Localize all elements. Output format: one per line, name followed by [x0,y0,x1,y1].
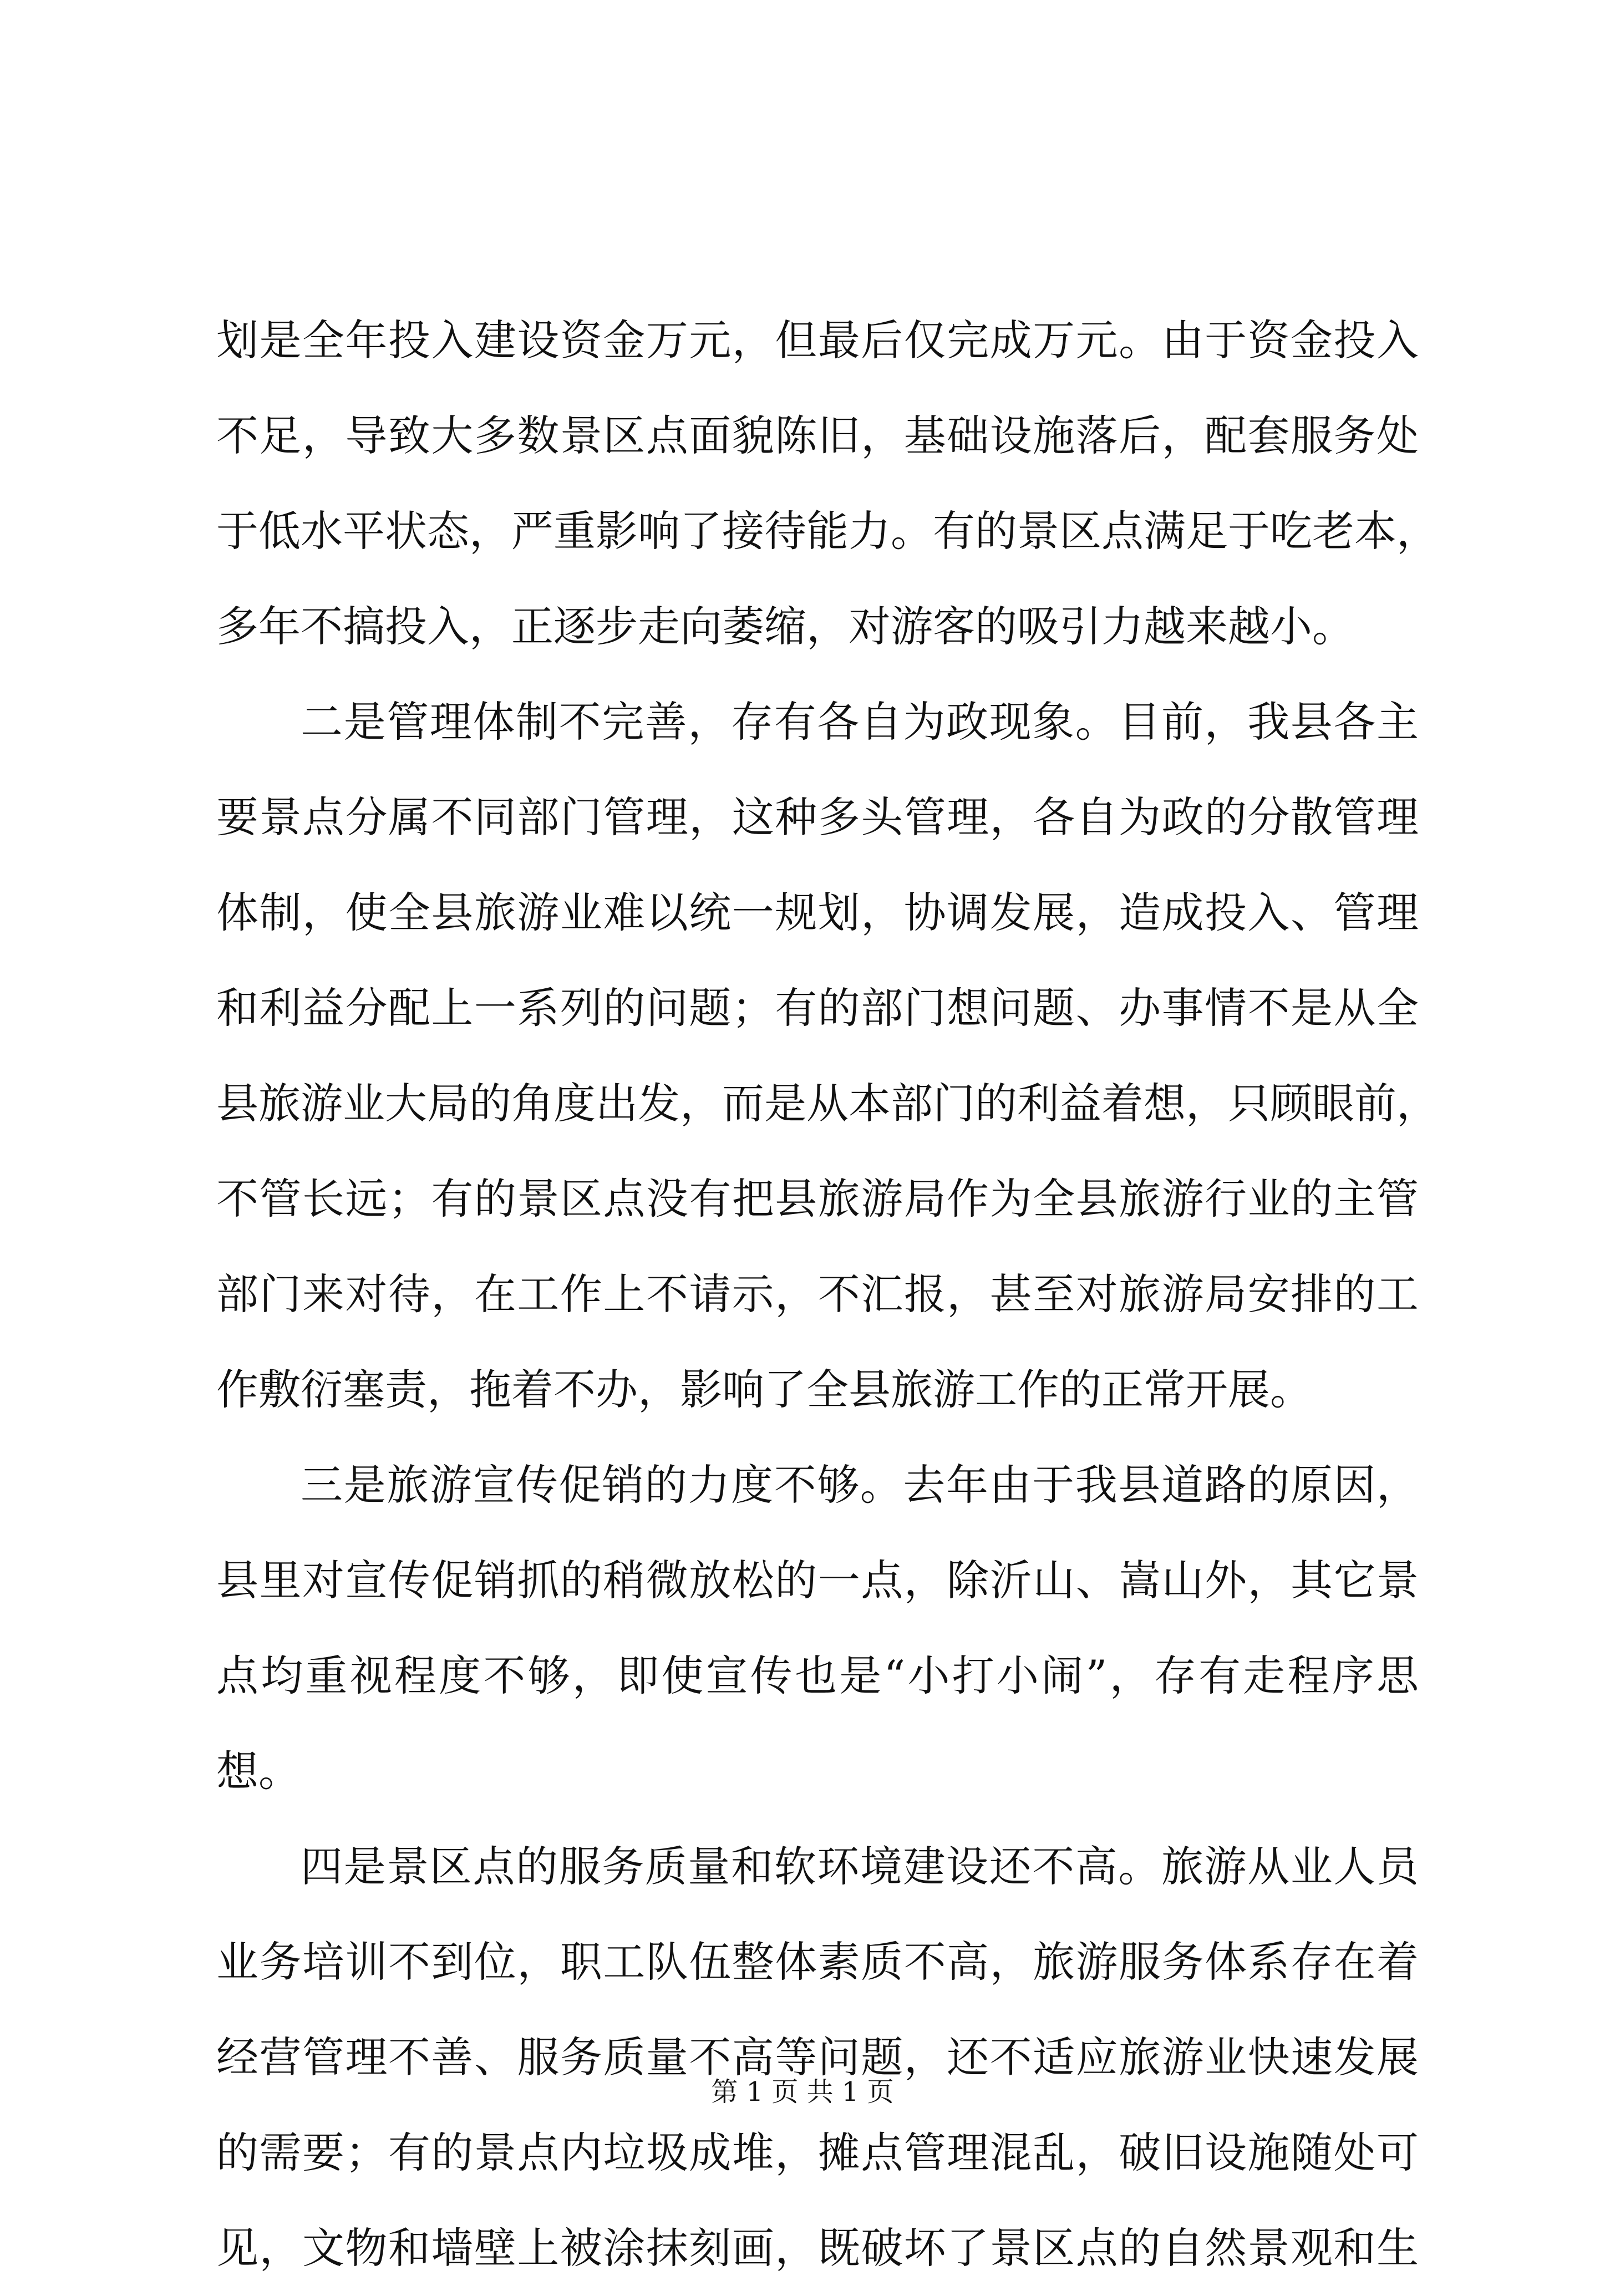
paragraph-start-line: 二是管理体制不完善，存有各自为政现象。目前，我县各主 [301,697,1419,746]
text-line: 点均重视程度不够，即使宣传也是“小打小闹”，存有走程序思 [216,1651,1419,1700]
text-line: 划是全年投入建设资金万元，但最后仅完成万元。由于资金投入 [216,316,1419,365]
text-line: 不管长远；有的景区点没有把县旅游局作为全县旅游行业的主管 [216,1174,1419,1223]
text-line: 于低水平状态，严重影响了接待能力。有的景区点满足于吃老本， [216,506,1439,556]
page-footer [0,2074,1605,2110]
paragraph-start-line: 四是景区点的服务质量和软环境建设还不高。旅游从业人员 [301,1842,1419,1891]
body-text [216,293,1439,2296]
text-line: 作敷衍塞责，拖着不办，影响了全县旅游工作的正常开展。 [216,1365,1312,1414]
text-line: 不足，导致大多数景区点面貌陈旧，基础设施落后，配套服务处 [216,411,1419,460]
text-line: 的需要；有的景点内垃圾成堆，摊点管理混乱，破旧设施随处可 [216,2128,1419,2177]
paragraph-start-line: 三是旅游宣传促销的力度不够。去年由于我县道路的原因， [301,1460,1419,1510]
text-line: 想。 [216,1746,301,1796]
text-line: 县里对宣传促销抓的稍微放松的一点，除沂山、嵩山外，其它景 [216,1556,1419,1605]
text-line: 体制，使全县旅游业难以统一规划，协调发展，造成投入、管理 [216,888,1419,937]
text-line: 见，文物和墙壁上被涂抹刻画，既破坏了景区点的自然景观和生 [216,2223,1419,2273]
text-line: 和利益分配上一系列的问题；有的部门想问题、办事情不是从全 [216,983,1419,1033]
text-line: 业务培训不到位，职工队伍整体素质不高，旅游服务体系存在着 [216,1937,1419,1987]
text-line: 县旅游业大局的角度出发，而是从本部门的利益着想，只顾眼前， [216,1079,1439,1128]
text-line: 要景点分属不同部门管理，这种多头管理，各自为政的分散管理 [216,793,1419,842]
text-line: 部门来对待，在工作上不请示，不汇报，甚至对旅游局安排的工 [216,1269,1419,1319]
text-line: 多年不搞投入，正逐步走向萎缩，对游客的吸引力越来越小。 [216,602,1354,651]
page-number: 第 1 页 共 1 页 [711,2076,894,2107]
text-line: 经营管理不善、服务质量不高等问题，还不适应旅游业快速发展 [216,2033,1419,2082]
